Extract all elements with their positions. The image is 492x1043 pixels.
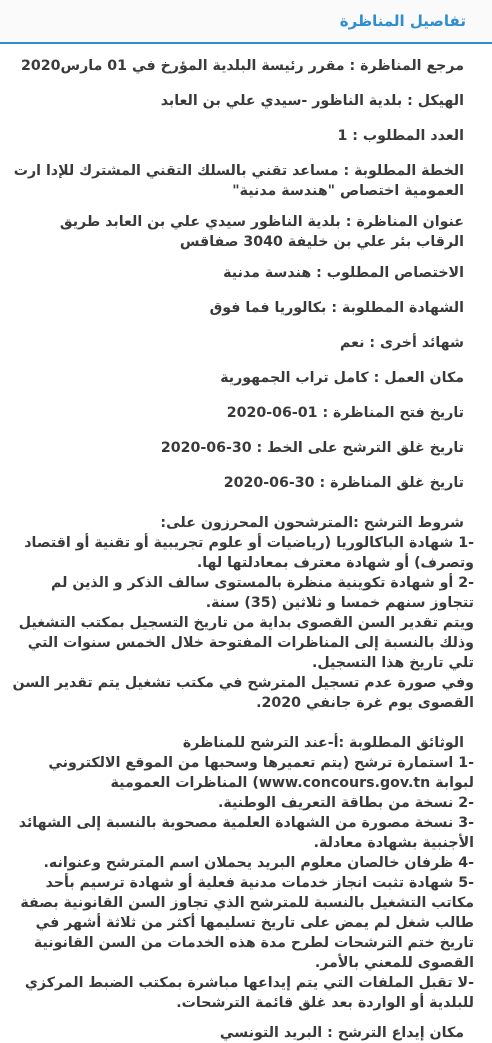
field-workplace: مكان العمل : كامل تراب الجمهورية (220, 370, 464, 386)
field-opening-date: تاريخ فتح المناظرة : 01-06-2020 (226, 405, 464, 421)
field-specialty: الاختصاص المطلوب : هندسة مدنية (223, 265, 464, 281)
conditions-section (8, 513, 474, 713)
conditions-heading: شروط الترشح :المترشحون المحرزون على: (160, 515, 464, 531)
field-position: الخطة المطلوبة : مساعد تقني بالسلك التقني المشترك للإدا ارت العمومية اختصاص "هندسة مدنية" (13, 163, 464, 199)
condition-item: -2 أو شهادة تكوينية منظرة بالمستوى سالف الذكر و الذين لم تتجاوز سنهم خمسا و ثلاثين (35) سنة. (50, 575, 474, 611)
documents-section (8, 733, 474, 1013)
field-count: العدد المطلوب : 1 (337, 128, 464, 144)
document-item: -لا تقبل الملفات التي يتم إيداعها مباشرة بمكتب الضبط المركزي للبلدية أو الواردة بعد غلق قائمة الترشحات. (24, 975, 474, 1011)
documents-heading: الوثائق المطلوبة :أ-عند الترشح للمناظرة (182, 735, 464, 751)
condition-item: -1 شهادة الباكالوريا (رياضيات أو علوم تجريبية أو تقنية أو اقتصاد وتصرف) أو شهادة معترف بمعادلتها لها. (24, 535, 474, 571)
condition-item: وفي صورة عدم تسجيل المترشح في مكتب تشغيل يتم تقدير السن القصوى يوم غرة جانفي 2020. (12, 675, 474, 711)
document-item: -1 استمارة ترشح (يتم تعميرها وسحبها من الموقع الالكتروني لبوابة www.concours.gov.tn) المناظرات العمومية (48, 755, 474, 791)
page-title: تفاصيل المناظرة (339, 12, 466, 30)
document-item: -2 نسخة من بطاقة التعريف الوطنية. (217, 795, 474, 811)
condition-item: ويتم تقدير السن القصوى بداية من تاريخ التسجيل بمكتب التشغيل وذلك بالنسبة إلى المناظرات المفتوحة خلال الخمس سنوات التي تلي تاريخ هذا التسجيل. (18, 615, 474, 671)
field-degree: الشهادة المطلوبة : بكالوريا فما فوق (209, 300, 464, 316)
field-institution: الهيكل : بلدية الناظور -سيدي علي بن العابد (160, 93, 464, 109)
field-other-degrees: شهائد أخرى : نعم (339, 335, 464, 351)
contest-details (0, 44, 492, 1043)
field-online-closing-date: تاريخ غلق الترشح على الخط : 30-06-2020 (160, 440, 464, 456)
document-item: -3 نسخة مصورة من الشهادة العلمية مصحوبة بالنسبة إلى الشهائد الأجنبية بشهادة معادلة. (18, 815, 474, 851)
details-header (0, 0, 492, 44)
field-submission-place: مكان إيداع الترشح : البريد التونسي (219, 1025, 464, 1041)
field-reference: مرجع المناظرة : مقرر رئيسة البلدية المؤرخ في 01 مارس2020 (21, 58, 464, 74)
document-item: -4 ظرفان خالصان معلوم البريد يحملان اسم المترشح وعنوانه. (43, 855, 474, 871)
field-address: عنوان المناظرة : بلدية الناظور سيدي علي بن العابد طريق الرقاب بئر علي بن خليفة 3040 صفاقس (59, 214, 464, 250)
field-closing-date: تاريخ غلق المناظرة : 30-06-2020 (223, 475, 464, 491)
document-item: -5 شهادة تثبت انجاز خدمات مدنية فعلية أو شهادة ترسيم بأحد مكاتب التشغيل بالنسبة للمترشح الذي تجاوز السن القانونية بصفة طالب شغل لم يمض على تاريخ تسليمها أكثر من ثلاثة أشهر في تاريخ ختم الترشحات لطرح مدة هذه الخدمات من السن القانونية القصوى للمعني بالأمر. (20, 875, 474, 971)
